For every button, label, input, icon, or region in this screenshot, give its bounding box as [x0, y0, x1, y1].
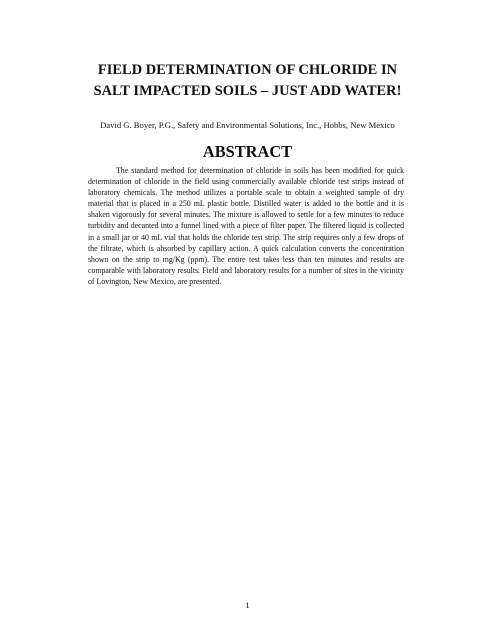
paper-title	[40, 60, 455, 102]
page-number: 1	[245, 600, 250, 610]
paper-title-line-1: FIELD DETERMINATION OF CHLORIDE IN	[97, 62, 398, 78]
abstract-heading: ABSTRACT	[202, 142, 293, 161]
abstract-body: The standard method for determination of chloride in soils has been modified for quick determination of chloride in the field using commercially available chloride test strips instead of laboratory chemicals. The method utilizes a portable scale to obtain a weighted sample of dry material that is placed in a 250 mL plastic bottle. Distilled water is added to the bottle and it is shaken vigorously for several minutes. The mixture is allowed to settle for a few minutes to reduce turbidity and decanted into a funnel lined with a piece of filter paper. The filtered liquid is collected in a small jar or 40 mL vial that holds the chloride test strip. The strip requires only a few drops of the filtrate, which is absorbed by capillary action. A quick calculation converts the concentration shown on the strip to mg/Kg (ppm). The entire test takes less than ten minutes and results are comparable with laboratory results. Field and laboratory results for a number of sites in the vicinity of Lovington, New Mexico, are presented.	[88, 166, 404, 286]
author-affiliation: David G. Boyer, P.G., Safety and Environmental Solutions, Inc., Hobbs, New Mexico	[100, 120, 395, 130]
paper-title-line-2: SALT IMPACTED SOILS – JUST ADD WATER!	[93, 83, 402, 99]
